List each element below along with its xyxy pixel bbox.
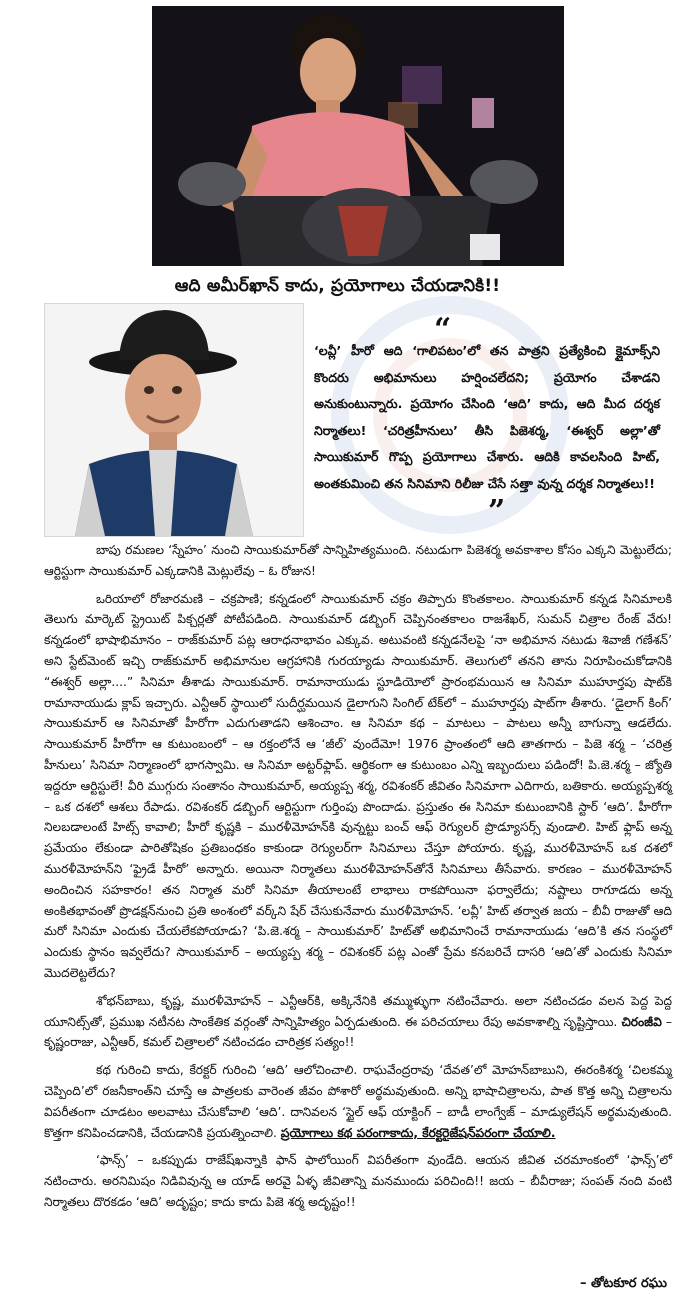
paragraph-2: ఒరియాలో రోజారమణి – చక్రపాణి; కన్నడంలో సాయికుమార్ చక్రం తిప్పారు కొంతకాలం. సాయికుమార్ కన్నడ సినిమాలకి తెలుగు మార్కెట్ స్ట్రెయిట్ పిక్చర్లతో పోటీపడింది. సాయికుమార్ డబ్బింగ్ చెప్పినంతకాలం రాజశేఖర్, సుమన్ చిత్రాల రేంజ్ వేరు! కన్నడంలో భాషాభిమానం – రాజ్‌కుమార్ పట్ల ఆరాధనాభావం ఎక్కువ. అటువంటి కన్నడనేలపై ‘నా అభిమాన నటుడు శివాజీ గణేశన్’ అని స్టేట్‌మెంట్ ఇచ్చి రాజ్‌కుమార్ అభిమానుల ఆగ్రహానికి గురయ్యాడు సాయికుమార్. తెలుగులో తనని తాను నిరూపించుకోడానికి “ఈశ్వర్ అల్లా....” సినిమా తీశాడు సాయికుమార్. రామానాయుడు స్టూడియోలో ప్రారంభమయిన ఆ సినిమా ముహూర్తపు షాట్‌కి రామానాయుడు క్లాప్ ఇచ్చారు. ఎన్టీఆర్ స్థాయిలో సుదీర్ఘమయిన డైలాగుని సింగిల్ టేక్‌లో – ముహూర్తపు షాట్‌గా తీశారు. ‘డైలాగ్ కింగ్’ సాయికుమార్ ఆ సినిమాతో హీరోగా ఎదుగుతాడని ఆశించాం. ఆ సినిమా కథ – మాటలు – పాటలు అన్నీ బాగున్నా ఆడలేదు. సాయికుమార్ హీరోగా ఆ కుటుంబంలో – ఆ రక్తంలోనే ఆ ‘జీల్’ వుందేమో! 1976 ప్రాంతంలో ఆది తాతగారు – పిజె శర్మ – ‘చరిత్ర హీనులు’ సినిమా నిర్మాణంలో భాగస్వామి. ఆ సినిమా అట్టర్‌ఫ్లాప్. ఆర్థికంగా ఆ కుటుంబం ఎన్ని ఇబ్బందులు పడిందో! పి.జె.శర్మ – జ్యోతి ఇద్దరూ ఆర్టిస్టులే! వీరి ముగ్గురు సంతానం సాయికుమార్, అయ్యప్ప శర్మ, రవిశంకర్ జీవితం సినిమాగా ఎదిగారు, బతికారు. అయ్యప్పశర్మ – ఒక దశలో ఆశలు రేపాడు. రవిశంకర్ డబ్బింగ్ ఆర్టిస్టుగా గుర్తింపు పొందాడు. ప్రస్తుతం ఈ సినిమా కుటుంబానికి స్టార్ ‘ఆది’. హీరోగా నిలబడాలంటే హిట్స్ కావాలి; హీరో కృష్ణకి – మురళీమోహన్‌కి వున్నట్టు బంచ్ ఆఫ్ రెగ్యులర్ ప్రొడ్యూసర్స్ వుండాలి. హిట్ ఫ్లాప్ అన్న ప్రమేయం లేకుండా పారితోషికం ప్రతిబంధకం కాకుండా రెగ్యులర్‌గా సినిమాలు చేస్తూ పోయారు. కృష్ణ, మురళీమోహన్ ఒక దశలో మురళీమోహన్‌ని ‘ఫ్రైడే హీరో’ అన్నారు. అయినా నిర్మాతలు మురళీమోహన్‌తోనే సినిమాలు తీసేవారు. కారణం – మురళీమోహన్ అందించిన సహకారం! తన నిర్మాత మరో సినిమా తీయాలంటే లాభాలు రాకపోయినా ఫర్వాలేదు; నష్టాలు రాగూడదు అన్న అంకితభావంతో ప్రొడక్షన్‌నుంచి ప్రతి అంశంలో వర్క్‌ని షేర్ చేసుకునేవారు మురళీమోహన్. ‘లవ్లీ’ హిట్ తర్వాత జయ – బీవీ రాజుతో ఆది మరో సినిమా ఎందుకు చేయలేకపోయాడు? ‘పి.జె.శర్మ – సాయికుమార్’ హిట్‌తో అభిమానించే రామానాయుడు ‘ఆది’కి తన సంస్థలో ఎందుకు స్థానం ఇవ్వలేదు? సాయికుమార్ – అయ్యప్ప శర్మ – రవిశంకర్ పట్ల ఎంతో ప్రేమ కనబరిచే దాసరి ‘ఆది’తో ఎందుకు సినిమా మొదలెట్టలేదు? <box>44 591 672 980</box>
author-byline: – తోటకూర రఘు <box>579 1276 667 1291</box>
top-photo-aadi <box>152 6 564 266</box>
photo-illustration-2 <box>45 304 303 536</box>
quote-open-mark: “ <box>434 312 452 347</box>
quote-close-mark: ” <box>488 494 506 529</box>
side-photo-aamir <box>44 303 304 537</box>
article-body <box>44 540 672 1220</box>
paragraph-4 <box>44 1060 672 1143</box>
paragraph-3 <box>44 991 672 1053</box>
paragraph-3-lead: శోభన్‌బాబు, కృష్ణ, మురళీమోహన్ – ఎన్టీఆర్‌కి, అక్కినేనికి తమ్ముళ్ళుగా నటించేవారు. అలా నటించడం వలన పెద్ద పెద్ద యూనిట్స్‌తో, ప్రముఖ నటీనట సాంకేతిక వర్గంతో సాన్నిహిత్యం ఏర్పడుతుంది. ఈ పరిచయాలు రేపు అవకాశాల్ని సృష్టిస్తాయి. <box>44 993 672 1029</box>
article-headline: ఆది అమీర్‌ఖాన్ కాదు, ప్రయోగాలు చేయడానికి!! <box>174 276 501 296</box>
paragraph-4-highlight: ప్రయోగాలు కథ పరంగాకాదు, కేరక్టరైజేషన్‌పరంగా చేయాలి. <box>280 1125 556 1140</box>
paragraph-3-tail: – కృష్ణంరాజు, ఎన్టీఆర్, కమల్ చిత్రాలలో నటించడం చారిత్రక సత్యం!! <box>44 1014 673 1050</box>
pull-quote-text: ‘లవ్లీ’ హీరో ఆది ‘గాలిపటం’లో తన పాత్రని ప్రత్యేకించి క్లైమాక్స్‌ని కొందరు అభిమానులు హర్షించలేదని; ప్రయోగం చేశాడని అనుకుంటున్నారు. ప్రయోగం చేసింది ‘ఆది’ కాదు, ఆది మీద దర్శక నిర్మాతలు! ‘చరిత్రహీనులు’ తీసి పిజెశర్మ, ‘ఈశ్వర్ అల్లా’తో సాయికుమార్ గొప్ప ప్రయోగాలు చేశారు. ఆదికి కావలసింది హిట్, అంతకుమించి తన సినిమాని రిలీజు చేసే సత్తా వున్న దర్శక నిర్మాతలు!! <box>314 343 660 491</box>
highlighted-name-chiranjeevi: చిరంజీవి <box>621 1014 662 1029</box>
paragraph-4-main: కథ గురించి కాదు, కేరక్టర్ గురించి ‘ఆది’ ఆలోచించాలి. రాఘవేంద్రరావు ‘దేవత’లో మోహన్‌బాబుని, ఈరంకిశర్మ ‘చిలకమ్మ చెప్పింది’లో రజనీకాంత్‌ని చూస్తే ఆ పాత్రలకు వారెంత జీవం పోశారో అర్థమవుతుంది. అన్ని భాషాచిత్రాలను, పాత కొత్త అన్ని చిత్రాలను విపరీతంగా చూడటం అలవాటు చేసుకోవాలి ‘ఆది’. దానివలన ‘స్టైల్ ఆఫ్ యాక్టింగ్ – బాడీ లాంగ్వేజ్ – మాడ్యులేషన్ అర్థమవుతుంది. కొత్తగా కనిపించడానికి, చేయడానికి ప్రయత్నించాలి. <box>44 1063 672 1140</box>
photo-illustration <box>152 6 564 266</box>
paragraph-5: ‘ఫాన్స్’ – ఒకప్పుడు రాజేష్‌ఖన్నాకి ఫాన్ ఫాలోయింగ్ విపరీతంగా వుండేది. ఆయన జీవిత చరమాంకంలో ‘ఫాన్స్’లో నటించారు. అరనిమిషం నిడివివున్న ఆ యాడ్ అరవై ఏళ్ళ జీవితాన్ని మనముందు పరిచింది!! జయ – బీవీరాజు; సంపత్ నంది వంటి నిర్మాతలు దొరకడం ‘ఆది’ అదృష్టం; కాదు కాదు పిజె శర్మ అదృష్టం!! <box>44 1153 672 1209</box>
paragraph-1: బాపు రమణల ‘స్నేహం’ నుంచి సాయికుమార్‌తో సాన్నిహిత్యముంది. నటుడుగా పిజెశర్మ అవకాశాల కోసం ఎక్కని మెట్టులేదు; ఆర్టిస్టుగా సాయికుమార్ ఎక్కడానికి మెట్లులేవు – ఓ రోజున! <box>44 543 672 578</box>
